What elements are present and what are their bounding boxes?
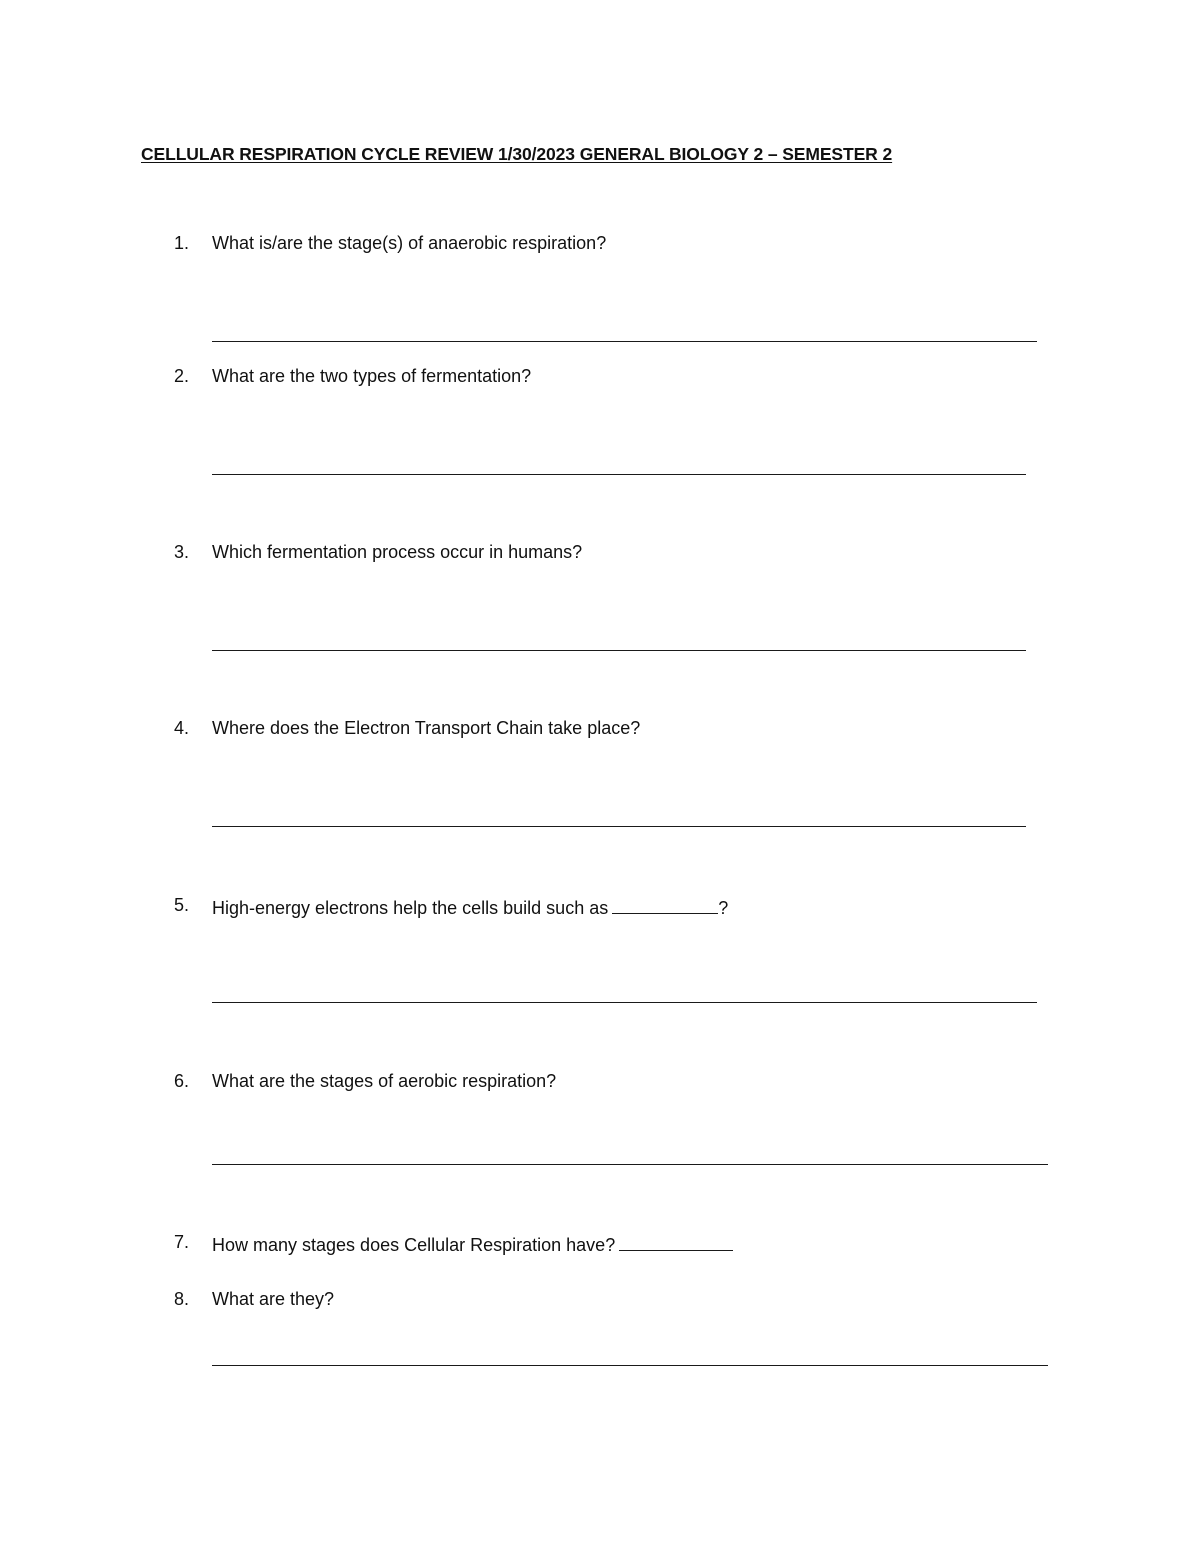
question-number: 6. bbox=[174, 1071, 190, 1091]
inline-blank[interactable] bbox=[619, 1232, 733, 1251]
answer-line-4[interactable] bbox=[212, 826, 1026, 827]
question-text: What is/are the stage(s) of anaerobic respiration? bbox=[212, 233, 607, 253]
question-number: 8. bbox=[174, 1289, 190, 1309]
question-text: How many stages does Cellular Respiration have? bbox=[212, 1235, 616, 1255]
answer-line-6[interactable] bbox=[212, 1164, 1048, 1165]
question-text: High-energy electrons help the cells build such as bbox=[212, 898, 609, 918]
question-number: 7. bbox=[174, 1232, 190, 1252]
answer-line-5[interactable] bbox=[212, 1002, 1037, 1003]
question-text: Which fermentation process occur in humans? bbox=[212, 542, 583, 562]
answer-line-3[interactable] bbox=[212, 650, 1026, 651]
question-number: 3. bbox=[174, 542, 190, 562]
question-suffix: ? bbox=[718, 898, 729, 918]
question-text: What are they? bbox=[212, 1289, 335, 1309]
question-number: 4. bbox=[174, 718, 190, 738]
page-title: CELLULAR RESPIRATION CYCLE REVIEW 1/30/2023 GENERAL BIOLOGY 2 – SEMESTER 2 bbox=[141, 144, 893, 164]
question-text: What are the two types of fermentation? bbox=[212, 366, 532, 386]
inline-blank[interactable] bbox=[612, 895, 718, 914]
question-number: 1. bbox=[174, 233, 190, 253]
question-number: 2. bbox=[174, 366, 190, 386]
question-number: 5. bbox=[174, 895, 190, 915]
question-text: Where does the Electron Transport Chain take place? bbox=[212, 718, 641, 738]
answer-line-8[interactable] bbox=[212, 1365, 1048, 1366]
answer-line-2[interactable] bbox=[212, 474, 1026, 475]
answer-line-1[interactable] bbox=[212, 341, 1037, 342]
question-text: What are the stages of aerobic respiration? bbox=[212, 1071, 557, 1091]
